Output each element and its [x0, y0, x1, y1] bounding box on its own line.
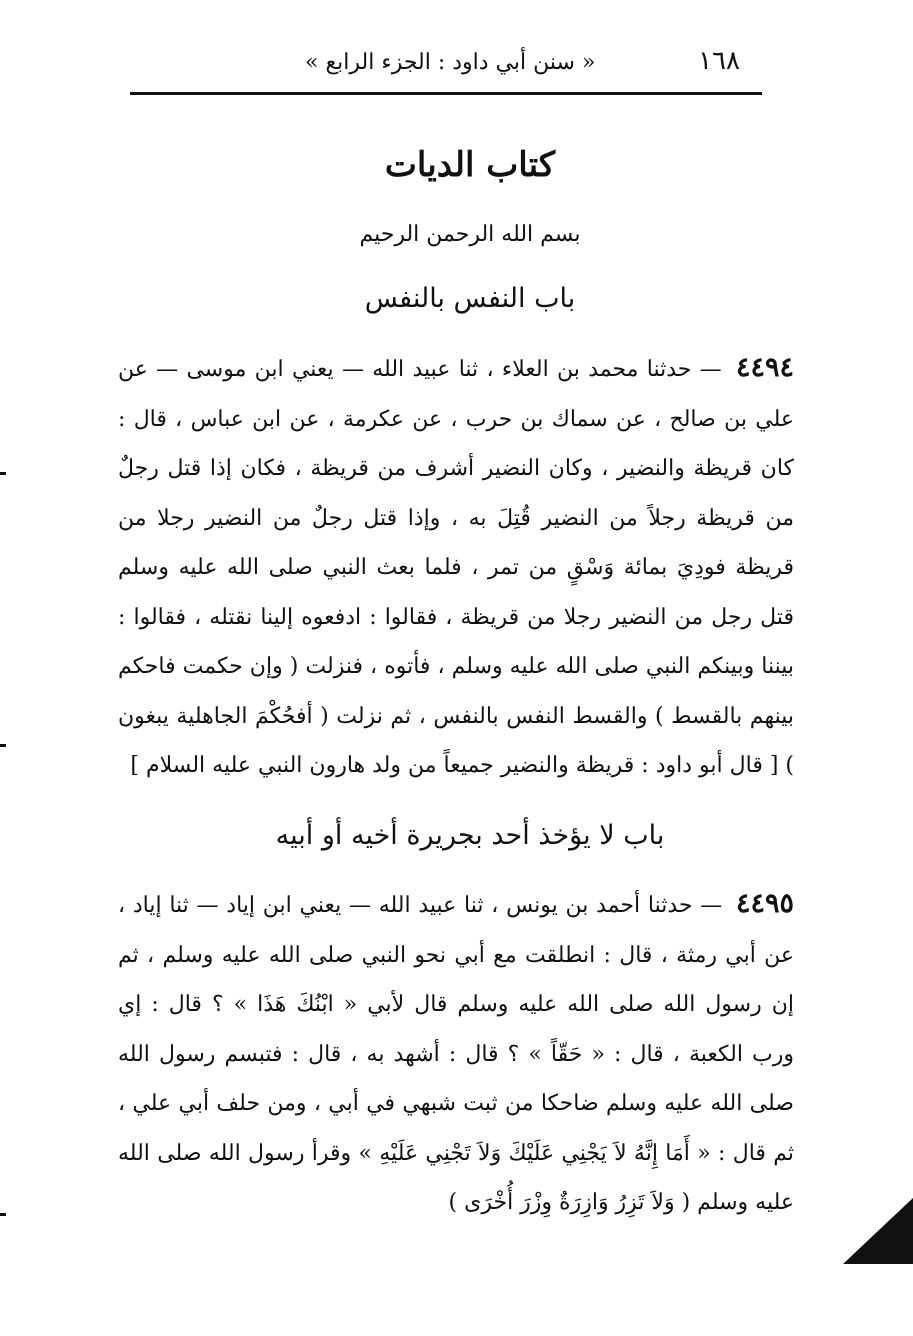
hadith-paragraph [118, 879, 794, 1228]
hadith-paragraph [118, 343, 794, 791]
hadith-text: — حدثنا أحمد بن يونس ، ثنا عبيد الله — يعني ابن إياد — ثنا إياد ، عن أبي رمثة ، قال : انطلقت مع أبي نحو النبي صلى الله عليه وسلم ، ثم إن رسول الله صلى الله عليه وسلم قال لأبي « ابْنُكَ هَذَا » ؟ قال : إي ورب الكعبة ، قال : « حَقّاً » ؟ قال : أشهد به ، قال : فتبسم رسول الله صلى الله عليه وسلم ضاحكا من ثبت شبهي في أبي ، ومن حلف أبي علي ، ثم قال : « أَمَا إِنَّهُ لاَ يَجْنِي عَلَيْكَ وَلاَ تَجْنِي عَلَيْهِ » وقرأ رسول الله صلى الله عليه وسلم ( وَلاَ تَزِرُ وَازِرَةٌ وِزْرَ أُخْرَى ) [118, 893, 794, 1215]
section-title: باب لا يؤخذ أحد بجريرة أخيه أو أبيه [275, 820, 665, 851]
header-rule [130, 92, 762, 95]
book-title: كتاب الديات [384, 145, 556, 185]
basmala: بسم الله الرحمن الرحيم [359, 222, 581, 247]
scan-mark [0, 472, 6, 475]
scan-mark [0, 1213, 6, 1216]
page-corner-shadow [843, 1198, 913, 1264]
hadith-number: ٤٤٩٥ [735, 888, 794, 919]
page-number: ١٦٨ [698, 46, 740, 76]
hadith-text: — حدثنا محمد بن العلاء ، ثنا عبيد الله — يعني ابن موسى — عن علي بن صالح ، عن سماك بن حرب ، عن عكرمة ، عن ابن عباس ، قال : كان قريظة والنضير ، وكان النضير أشرف من قريظة ، فكان إذا قتل رجلٌ من قريظة رجلاً من النضير قُتِلَ به ، وإذا قتل رجلٌ من النضير رجلا من قريظة فودِيَ بمائة وَسْقٍ من تمر ، فلما بعث النبي صلى الله عليه وسلم قتل رجل من النضير رجلا من قريظة ، فقالوا : ادفعوه إلينا نقتله ، فقالوا : بيننا وبينكم النبي صلى الله عليه وسلم ، فأتوه ، فنزلت ( وإن حكمت فاحكم بينهم بالقسط ) والقسط النفس بالنفس ، ثم نزلت ( أفحُكْمَ الجاهلية يبغون ) [ قال أبو داود : قريظة والنضير جميعاً من ولد هارون النبي عليه السلام ] [118, 357, 794, 778]
page-header [130, 40, 760, 90]
hadith-number: ٤٤٩٤ [735, 352, 794, 383]
scan-mark [0, 744, 6, 747]
section-title: باب النفس بالنفس [364, 283, 576, 314]
running-title: « سنن أبي داود : الجزء الرابع » [305, 50, 596, 75]
